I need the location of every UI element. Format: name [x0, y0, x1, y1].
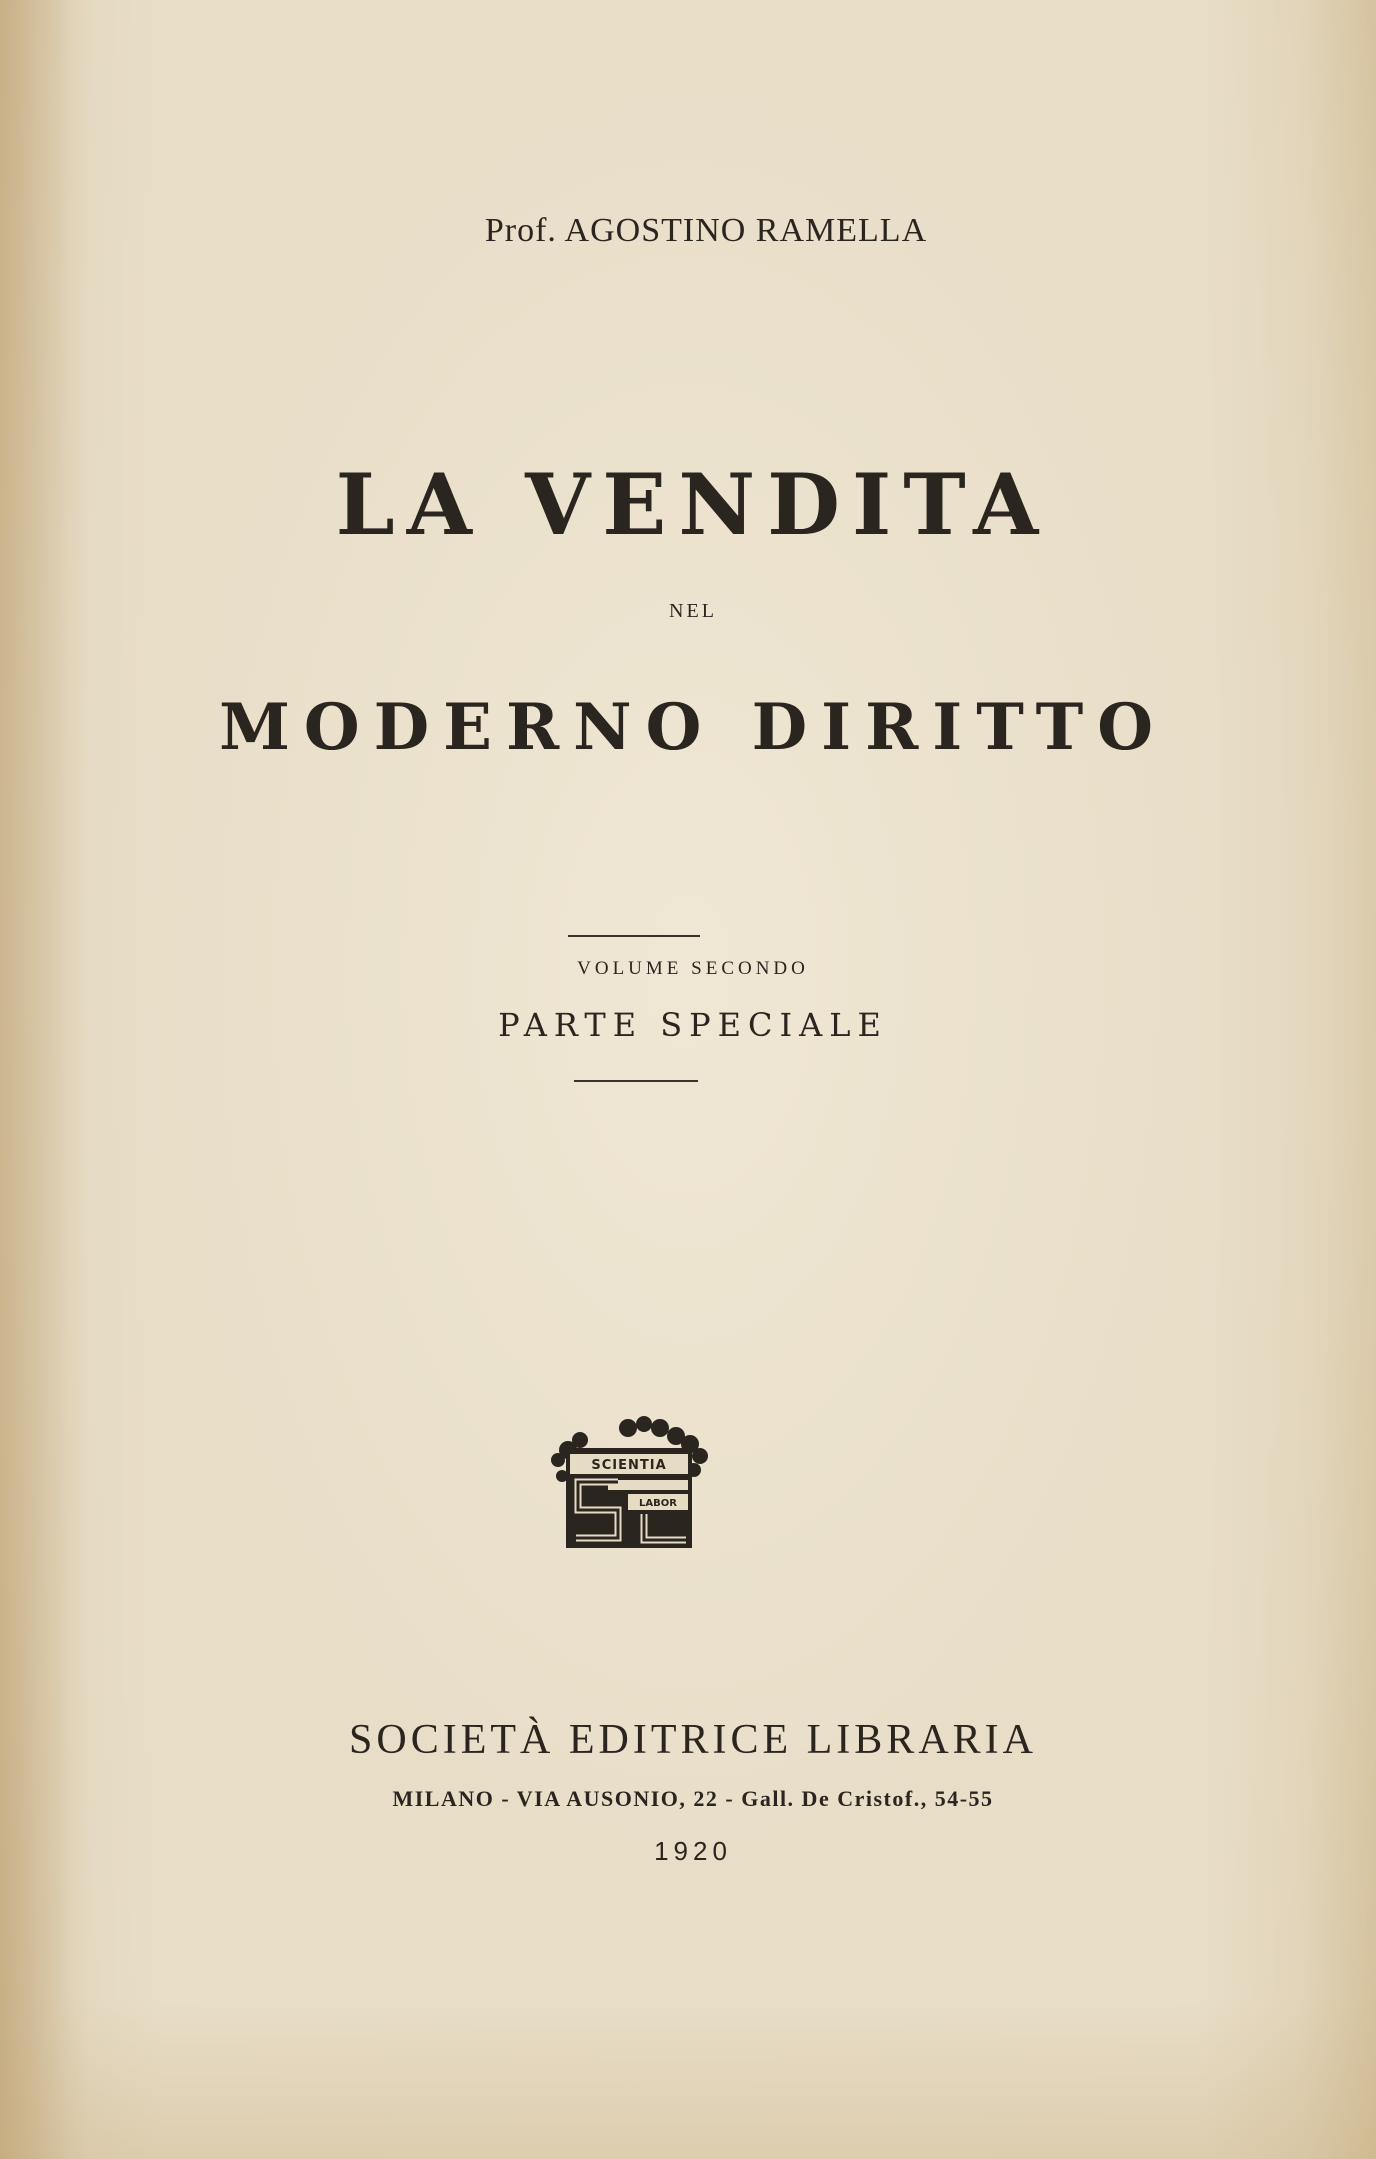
volume-label: VOLUME SECONDO — [577, 958, 809, 979]
paper-bottom-stain — [0, 1999, 1376, 2159]
publication-year: 1920 — [654, 1836, 732, 1866]
publisher-name: SOCIETÀ EDITRICE LIBRARIA — [349, 1717, 1037, 1763]
emblem-top-motto: SCIENTIA — [591, 1458, 667, 1473]
divider-top — [568, 935, 700, 937]
emblem-bottom-motto: LABOR — [639, 1498, 677, 1509]
title-connector: NEL — [669, 600, 717, 622]
publisher-address: MILANO - VIA AUSONIO, 22 - Gall. De Cristof., 54-55 — [392, 1786, 994, 1811]
title-line-1: LA VENDITA — [335, 455, 1051, 554]
publisher-emblem-icon — [548, 1414, 712, 1552]
title-line-2: MODERNO DIRITTO — [219, 690, 1167, 765]
author: Prof. AGOSTINO RAMELLA — [484, 212, 928, 249]
part-label: PARTE SPECIALE — [498, 1006, 888, 1044]
divider-bottom — [574, 1080, 698, 1082]
